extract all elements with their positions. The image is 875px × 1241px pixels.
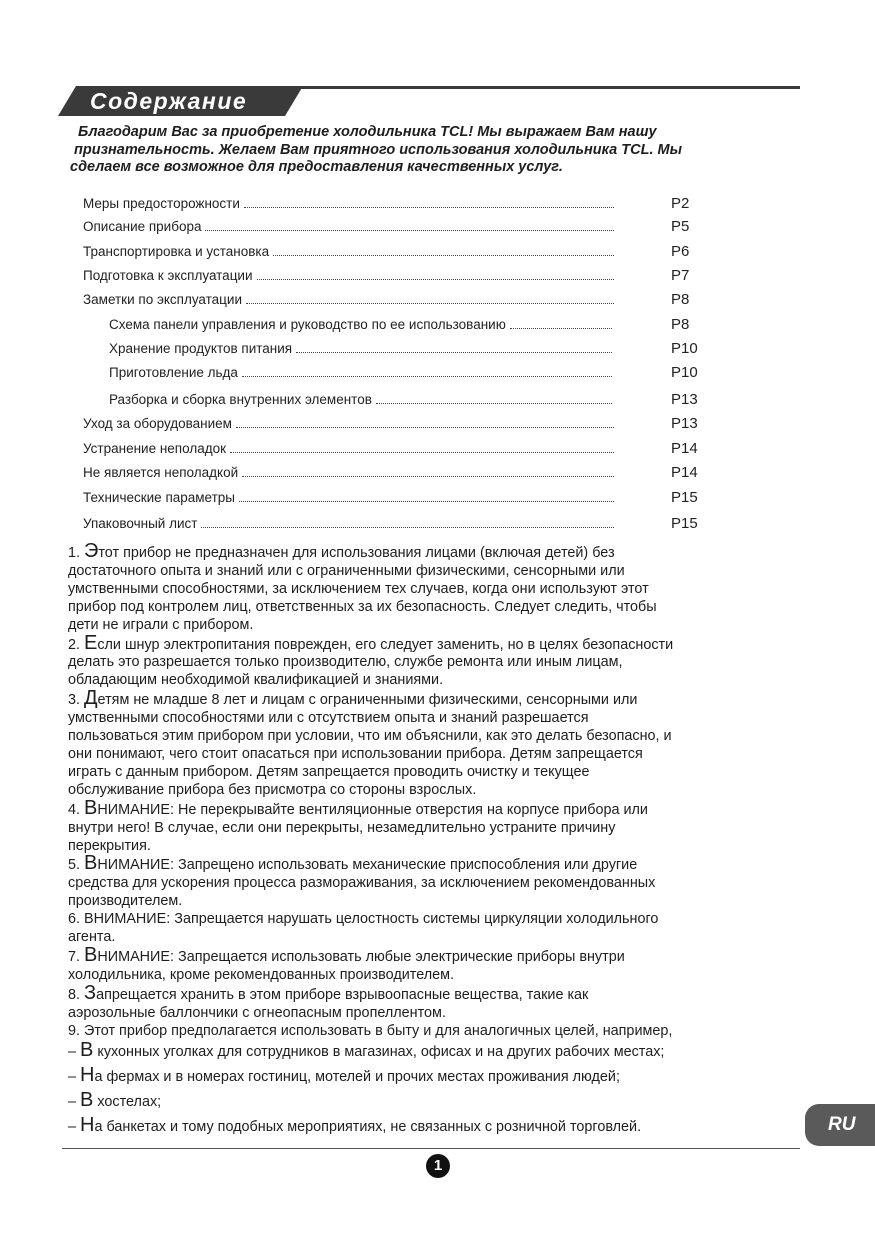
toc-leader [239,501,614,502]
warning-paragraph [68,943,788,967]
bullet-dash: – [68,1044,81,1061]
bullet-text: кухонных уголках для сотрудников в магазинах, офисах и на других рабочих местах; [93,1044,665,1061]
toc-leader [201,527,614,528]
toc-label: Заметки по эксплуатации [83,292,243,307]
drop-cap: В [80,1039,94,1062]
warning-text: НИМАНИЕ: Не перекрывайте вентиляционные отверстия на корпусе прибора или [97,801,648,818]
warning-line: холодильника, кроме рекомендованных производителем. [68,966,455,983]
drop-cap: В [84,943,98,966]
warning-paragraph [68,540,788,563]
warning-text: етям не младше 8 лет и лицам с ограниченными физическими, сенсорными или [97,692,638,709]
bullet-item [68,1089,788,1112]
warning-text: апрещается хранить в этом приборе взрывоопасные вещества, такие как [96,986,589,1003]
warning-line: они понимают, чего стоит опасаться при использовании прибора. Детям запрещается [68,745,643,762]
toc-leader [510,328,612,329]
warning-line: агента. [68,929,116,946]
drop-cap: Н [80,1064,95,1087]
drop-cap: В [84,852,98,875]
toc-leader [376,403,612,404]
toc-entry[interactable] [83,461,698,481]
drop-cap: В [84,796,98,819]
warning-line: 6. ВНИМАНИЕ: Запрещается нарушать целостность системы циркуляции холодильного [68,911,659,928]
bullet-dash: – [68,1094,81,1111]
toc-entry[interactable] [83,215,690,235]
intro-line: сделаем все возможное для предоставления качественных услуг. [70,159,563,175]
toc-entry[interactable] [83,437,698,457]
bullet-item [68,1039,788,1062]
warning-text: НИМАНИЕ: Запрещается использовать любые электрические приборы внутри [97,948,625,965]
warning-text: НИМАНИЕ: Запрещено использовать механические приспособления или другие [97,857,638,874]
warning-line: внутри него! В случае, если они перекрыты, незамедлительно устраните причину [68,819,616,836]
page-title: Содержание [90,88,248,114]
warning-number: 1. [68,545,84,561]
toc-entry[interactable] [83,192,690,212]
drop-cap: Е [84,631,98,654]
bullet-dash: – [68,1069,81,1086]
toc-page: P14 [671,440,698,457]
toc-entry[interactable] [83,486,698,506]
toc-page: P10 [671,340,698,357]
toc-page: P5 [671,218,690,235]
bullet-item [68,1064,788,1087]
toc-entry[interactable] [109,388,698,408]
toc-page: P13 [671,391,698,408]
safety-warnings [68,540,788,1137]
toc-label: Технические параметры [83,490,236,505]
warning-number: 3. [68,692,84,709]
warning-line: прибор под контролем лиц, ответственных за их безопасность. Следует следить, чтобы [68,598,657,615]
warning-line: аэрозольные баллончики с огнеопасным пропеллентом. [68,1004,446,1021]
toc-entry[interactable] [83,512,698,532]
intro-line: Благодарим Вас за приобретение холодильника TCL! Мы выражаем Вам нашу [70,124,657,140]
bullet-item [68,1114,788,1137]
toc-page: P14 [671,464,698,481]
toc-page: P2 [671,195,690,212]
warning-paragraph [68,631,788,655]
toc-label: Приготовление льда [109,365,238,380]
bullet-text: а фермах и в номерах гостиниц, мотелей и прочих местах проживания людей; [94,1069,620,1086]
bullet-dash: – [68,1119,81,1136]
toc-leader [242,476,614,477]
toc-entry[interactable] [83,264,690,284]
warning-paragraph [68,796,788,820]
warning-line: умственными способностями или с отсутствием опыта и знаний разрешается [68,710,589,727]
warning-line: обслуживание прибора без присмотра со стороны взрослых. [68,781,477,798]
toc-label: Уход за оборудованием [83,416,232,431]
toc-leader [230,452,614,453]
warning-line: достаточного опыта и знаний или с ограниченными физическими, сенсорными или [68,562,625,579]
toc-entry[interactable] [83,412,698,432]
toc-label: Схема панели управления и руководство по ее использованию [109,317,506,332]
bullet-text: хостелах; [93,1094,162,1111]
warning-line: делать это разрешается только производителю, службе ремонта или иным лицам, [68,654,623,671]
warning-text: сли шнур электропитания поврежден, его следует заменить, но в целях безопасности [97,636,674,653]
toc-entry[interactable] [109,313,690,333]
header-rule [290,86,800,89]
warning-line: производителем. [68,893,183,910]
page-number: 1 [426,1154,450,1178]
warning-line: средства для ускорения процесса размораживания, за исключением рекомендованных [68,875,656,892]
warning-line: пользоваться этим прибором при условии, что им объяснили, как это делать безопасно, и [68,728,672,745]
drop-cap: З [84,981,97,1004]
toc-page: P13 [671,415,698,432]
toc-entry[interactable] [83,288,690,308]
toc-label: Упаковочный лист [83,516,198,531]
drop-cap: Н [80,1114,95,1137]
toc-label: Не является неполадкой [83,465,239,480]
warning-paragraph [68,981,788,1005]
toc-label: Устранение неполадок [83,441,227,456]
warning-number: 4. [68,801,84,818]
toc-entry[interactable] [109,361,698,381]
warning-number: 7. [68,948,84,965]
warning-paragraph [68,687,788,710]
toc-leader [296,352,612,353]
toc-entry[interactable] [109,337,698,357]
toc-page: P6 [671,243,690,260]
warning-number: 5. [68,857,84,874]
toc-leader [242,376,612,377]
toc-page: P10 [671,364,698,381]
toc-leader [273,255,614,256]
toc-page: P8 [671,316,690,333]
toc-label: Разборка и сборка внутренних элементов [109,392,372,407]
drop-cap: В [80,1089,94,1112]
language-tab: RU [805,1104,875,1146]
warning-number: 2. [68,636,84,653]
intro-text [70,124,770,177]
toc-leader [246,303,614,304]
warning-line: дети не играли с прибором. [68,616,254,633]
toc-label: Хранение продуктов питания [109,341,293,356]
toc-leader [244,207,614,208]
toc-label: Транспортировка и установка [83,244,270,259]
warning-number: 8. [68,986,84,1003]
toc-leader [236,427,614,428]
warning-line: обладающим необходимой квалификацией и знаниями. [68,672,444,689]
warning-line: играть с данным прибором. Детям запрещается проводить очистку и текущее [68,763,590,780]
toc-entry[interactable] [83,240,690,260]
warning-line: перекрытия. [68,837,151,854]
toc-page: P7 [671,267,690,284]
warning-line: 9. Этот прибор предполагается использовать в быту и для аналогичных целей, например, [68,1022,673,1039]
bullet-text: а банкетах и тому подобных мероприятиях, не связанных с розничной торговлей. [94,1119,642,1136]
intro-line: признательность. Желаем Вам приятного использования холодильника TCL. Мы [70,141,682,158]
drop-cap: Э [84,540,99,562]
toc-label: Описание прибора [83,219,202,234]
toc-label: Меры предосторожности [83,196,240,211]
warning-line: умственными способностями, за исключением тех случаев, когда они используют этот [68,580,649,597]
warning-text: тот прибор не предназначен для использования лицами (включая детей) без [98,545,615,561]
footer-rule [62,1148,800,1149]
toc-leader [257,279,614,280]
toc-label: Подготовка к эксплуатации [83,268,253,283]
toc-page: P8 [671,291,690,308]
warning-paragraph [68,852,788,875]
drop-cap: Д [84,687,98,710]
toc-leader [205,230,614,231]
toc-page: P15 [671,515,698,532]
toc-page: P15 [671,489,698,506]
